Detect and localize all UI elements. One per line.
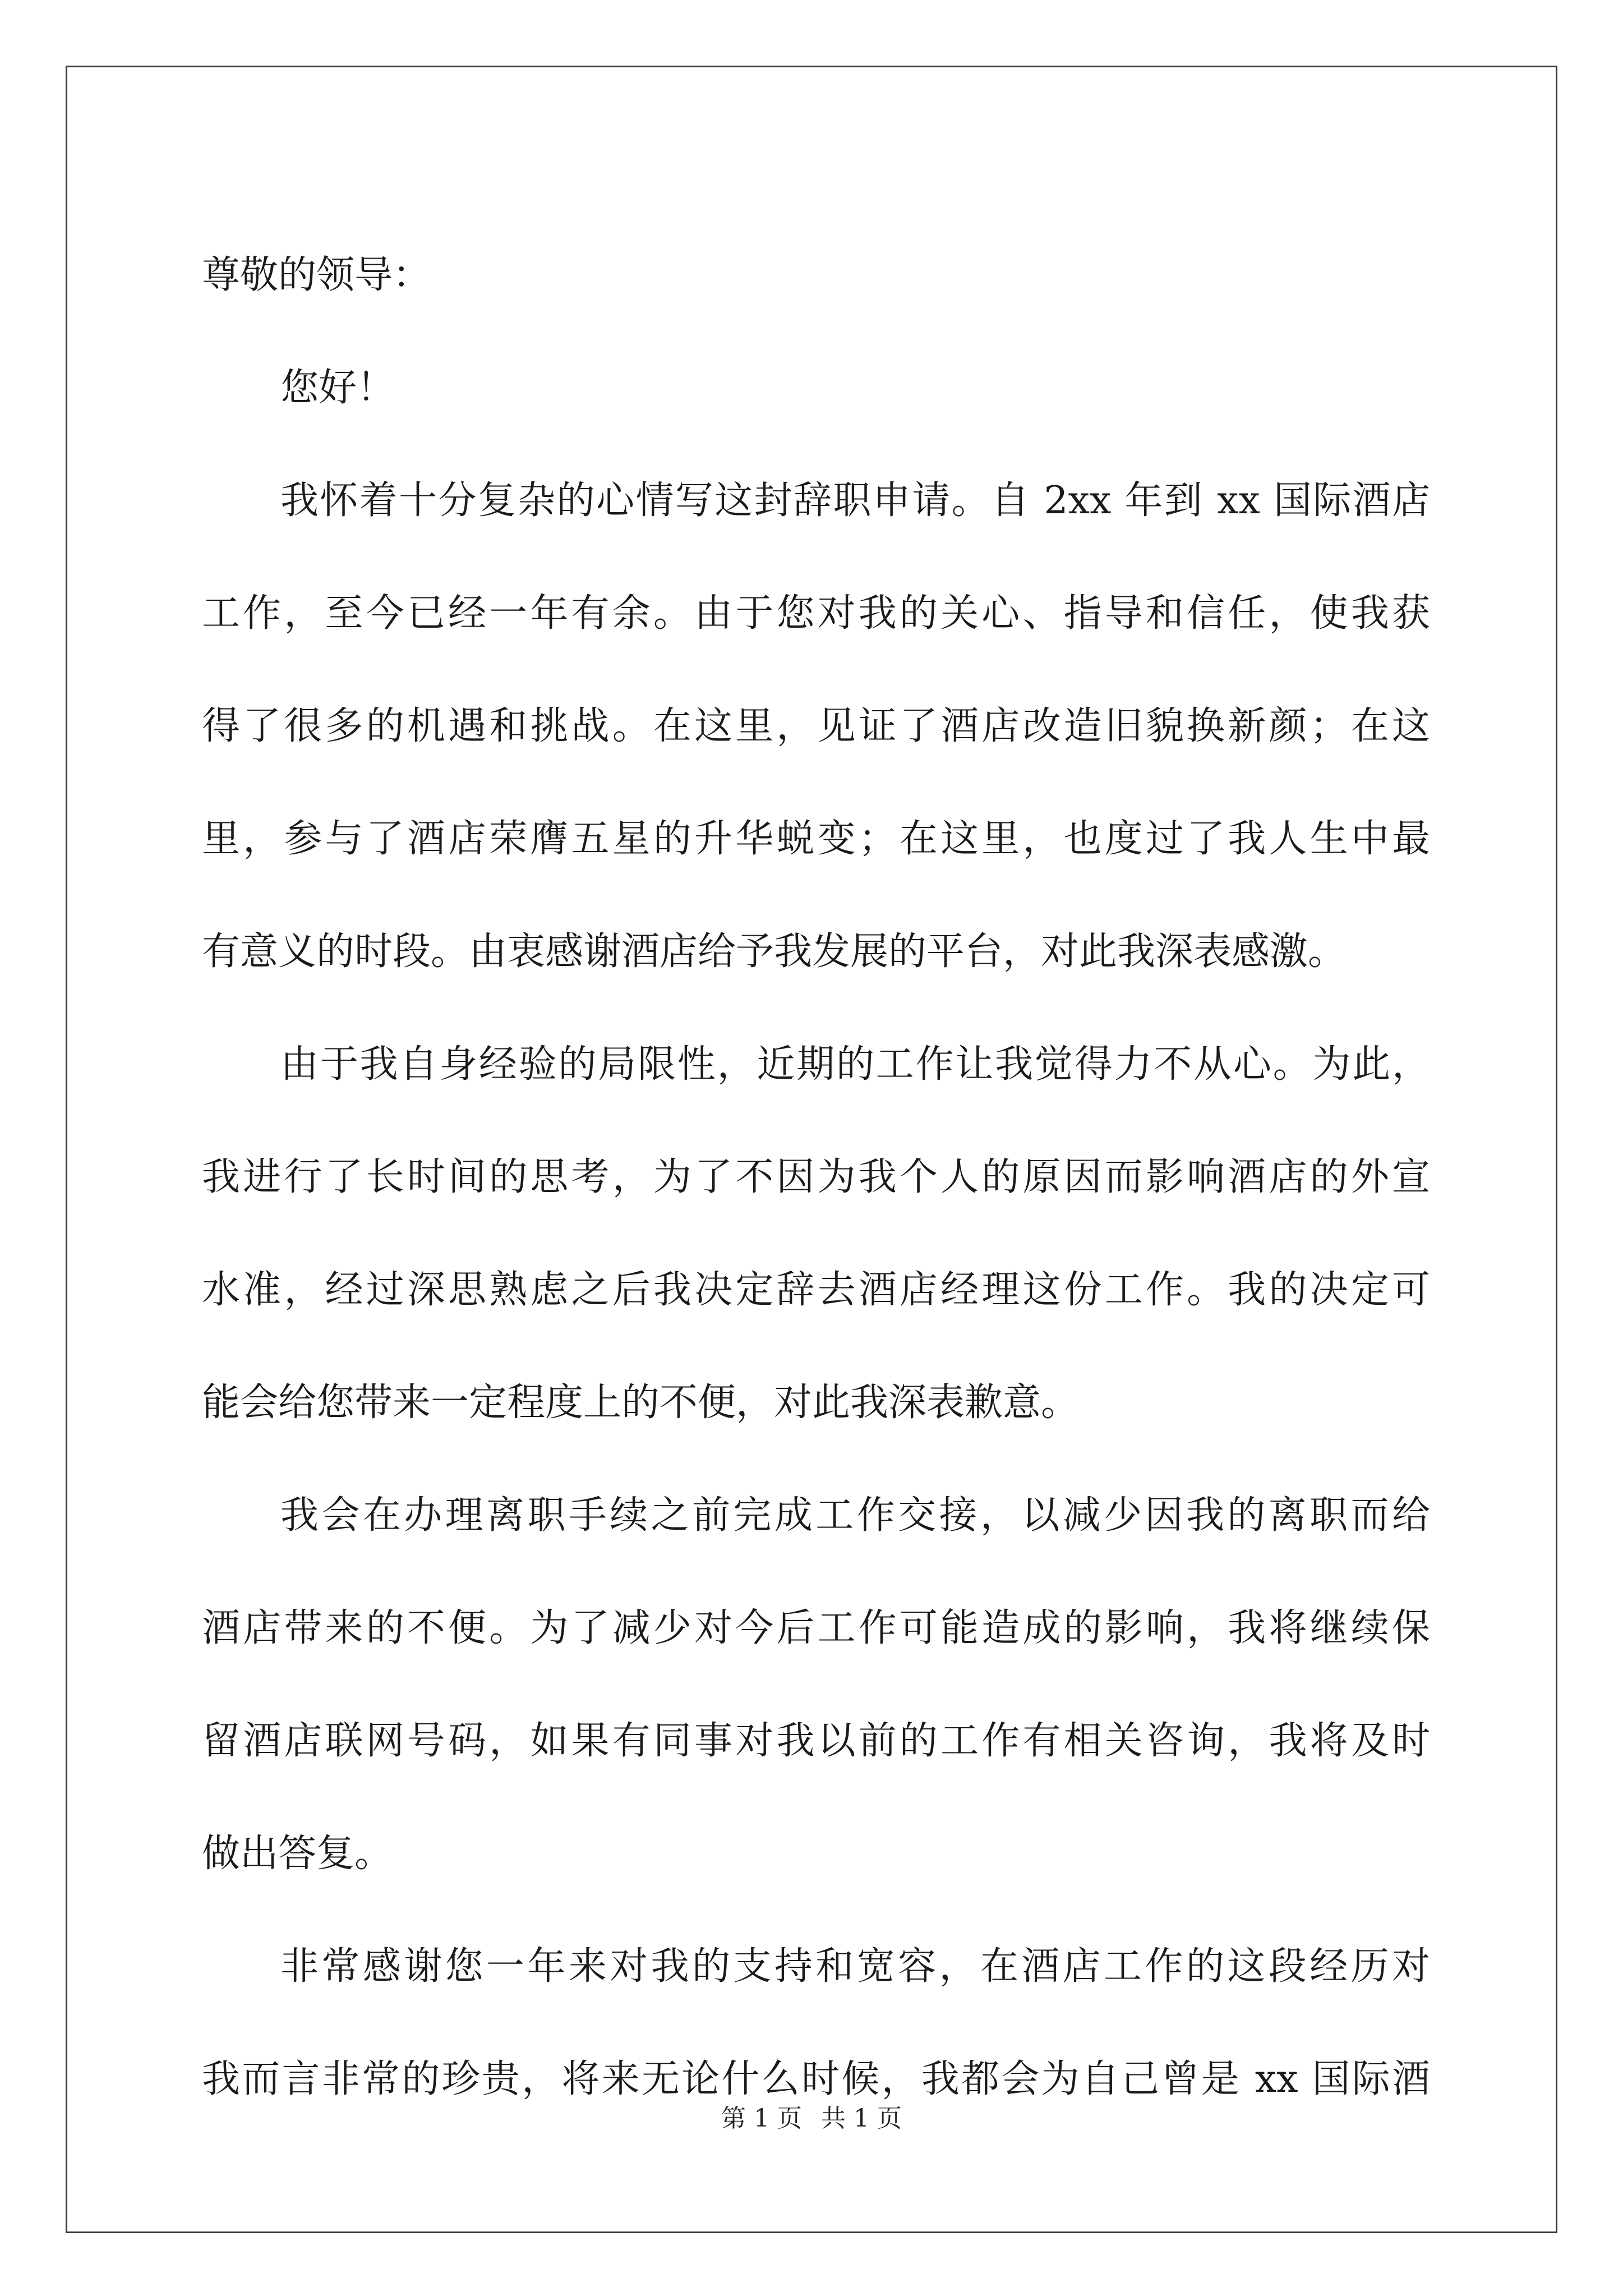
page-number-total: 共 1 页 bbox=[821, 2104, 902, 2133]
paragraph bbox=[202, 1008, 1430, 1459]
paragraph-line: 有意义的时段。由衷感谢酒店给予我发展的平台，对此我深表感激。 bbox=[202, 930, 1347, 974]
paragraph-line: 能会给您带来一定程度上的不便，对此我深表歉意。 bbox=[202, 1381, 1080, 1425]
paragraph-line: 留酒店联网号码，如果有同事对我以前的工作有相关咨询，我将及时 bbox=[202, 1719, 1430, 1763]
page-footer bbox=[0, 2098, 1623, 2134]
paragraph-line: 我进行了长时间的思考，为了不因为我个人的原因而影响酒店的外宣 bbox=[202, 1155, 1430, 1199]
paragraph-line: 里，参与了酒店荣膺五星的升华蜕变；在这里，也度过了我人生中最 bbox=[202, 817, 1430, 861]
paragraph-line: 我会在办理离职手续之前完成工作交接，以减少因我的离职而给 bbox=[280, 1493, 1430, 1538]
paragraph-line: 酒店带来的不便。为了减少对今后工作可能造成的影响，我将继续保 bbox=[202, 1606, 1430, 1650]
greeting: 您好！ bbox=[280, 366, 395, 410]
salutation: 尊敬的领导： bbox=[202, 253, 431, 297]
paragraph-line: 得了很多的机遇和挑战。在这里，见证了酒店改造旧貌换新颜；在这 bbox=[202, 704, 1430, 748]
paragraph bbox=[202, 444, 1430, 1008]
letter-body bbox=[202, 219, 1430, 2136]
paragraph-line: 由于我自身经验的局限性，近期的工作让我觉得力不从心。为此， bbox=[280, 1042, 1430, 1087]
page-number-current: 第 1 页 bbox=[721, 2104, 802, 2133]
paragraph-line: 我而言非常的珍贵，将来无论什么时候，我都会为自己曾是 xx 国际酒 bbox=[202, 2057, 1430, 2101]
paragraph-line: 非常感谢您一年来对我的支持和宽容，在酒店工作的这段经历对 bbox=[280, 1944, 1430, 1989]
paragraph-line: 工作，至今已经一年有余。由于您对我的关心、指导和信任，使我获 bbox=[202, 591, 1430, 636]
paragraph bbox=[202, 1459, 1430, 1910]
paragraph-line: 做出答复。 bbox=[202, 1832, 393, 1876]
paragraph-line: 水准，经过深思熟虑之后我决定辞去酒店经理这份工作。我的决定可 bbox=[202, 1268, 1430, 1312]
paragraph-line: 我怀着十分复杂的心情写这封辞职申请。自 2xx 年到 xx 国际酒店 bbox=[280, 478, 1430, 523]
